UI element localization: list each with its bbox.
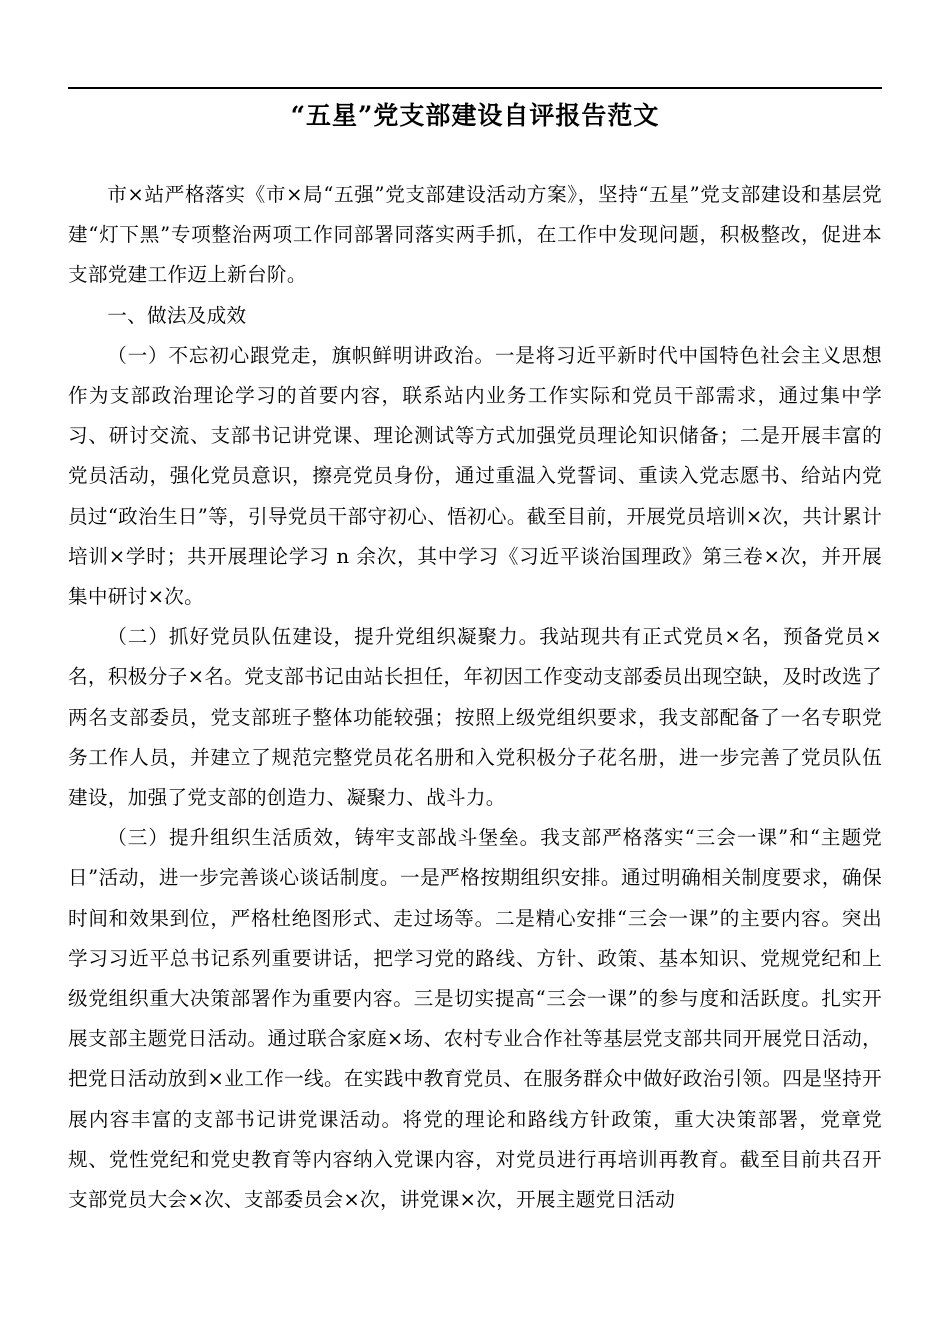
body-paragraph: （二）抓好党员队伍建设，提升党组织凝聚力。我站现共有正式党员×名，预备党员×名，积极分子×名。党支部书记由站长担任，年初因工作变动支部委员出现空缺，及时改选了两名支部委员，党支部班子整体功能较强；按照上级党组织要求，我支部配备了一名专职党务工作人员，并建立了规范完整党员花名册和入党积极分子花名册，进一步完善了党员队伍建设，加强了党支部的创造力、凝聚力、战斗力。 bbox=[68, 625, 882, 810]
intro-paragraph: 市×站严格落实《市×局“五强”党支部建设活动方案》，坚持“五星”党支部建设和基层党建“灯下黑”专项整治两项工作同部署同落实两手抓，在工作中发现问题，积极整改，促进本支部党建工作迈上新台阶。 bbox=[68, 183, 882, 287]
document-body bbox=[68, 175, 882, 1220]
header-rule bbox=[68, 87, 882, 89]
document-title: “五星”党支部建设自评报告范文 bbox=[290, 101, 660, 130]
body-paragraph: （一）不忘初心跟党走，旗帜鲜明讲政治。一是将习近平新时代中国特色社会主义思想作为支部政治理论学习的首要内容，联系站内业务工作实际和党员干部需求，通过集中学习、研讨交流、支部书记讲党课、理论测试等方式加强党员理论知识储备；二是开展丰富的党员活动，强化党员意识，擦亮党员身份，通过重温入党誓词、重读入党志愿书、给站内党员过“政治生日”等，引导党员干部守初心、悟初心。截至目前，开展党员培训×次，共计累计培训×学时；共开展理论学习 n 余次，其中学习《习近平谈治国理政》第三卷×次，并开展集中研讨×次。 bbox=[68, 343, 882, 609]
body-paragraph: （三）提升组织生活质效，铸牢支部战斗堡垒。我支部严格落实“三会一课”和“主题党日”活动，进一步完善谈心谈话制度。一是严格按期组织安排。通过明确相关制度要求，确保时间和效果到位，严格杜绝图形式、走过场等。二是精心安排“三会一课”的主要内容。突出学习习近平总书记系列重要讲话，把学习党的路线、方针、政策、基本知识、党规党纪和上级党组织重大决策部署作为重要内容。三是切实提高“三会一课”的参与度和活跃度。扎实开展支部主题党日活动。通过联合家庭×场、农村专业合作社等基层党支部共同开展党日活动，把党日活动放到×业工作一线。在实践中教育党员、在服务群众中做好政治引领。四是坚持开展内容丰富的支部书记讲党课活动。将党的理论和路线方针政策，重大决策部署，党章党规、党性党纪和党史教育等内容纳入党课内容，对党员进行再培训再教育。截至目前共召开支部党员大会×次、支部委员会×次，讲党课×次，开展主题党日活动 bbox=[68, 826, 882, 1212]
section-heading: 一、做法及成效 bbox=[107, 303, 247, 327]
